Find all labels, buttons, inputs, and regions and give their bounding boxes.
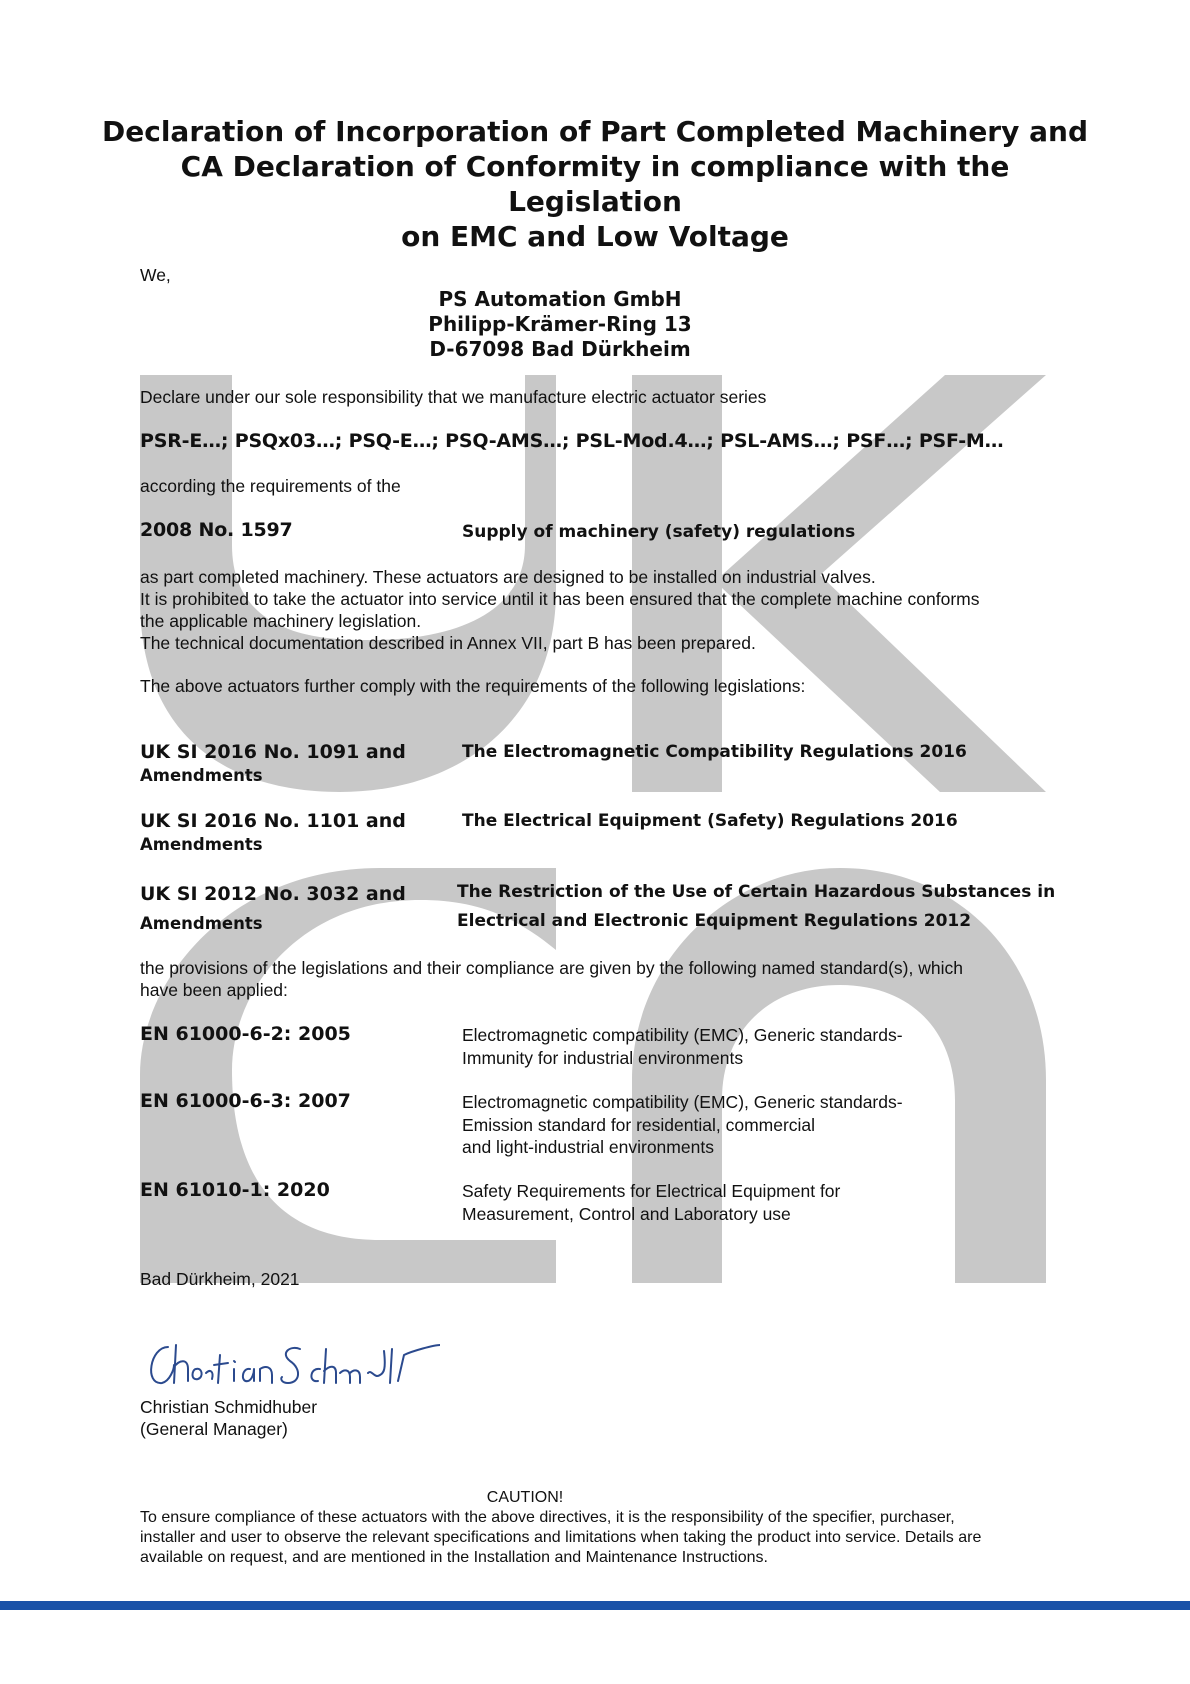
paragraph-line: have been applied: xyxy=(140,980,288,1000)
declare-line: Declare under our sole responsibility that we manufacture electric actuator series xyxy=(140,387,767,407)
standard-description-line: Safety Requirements for Electrical Equipment for xyxy=(462,1181,841,1201)
standard-description xyxy=(462,1091,903,1159)
title-line-2: CA Declaration of Conformity in compliance with the Legislation xyxy=(180,150,1010,218)
company-street: Philipp-Krämer-Ring 13 xyxy=(428,312,692,336)
signature-text: Christian Schmidhuber xyxy=(140,1325,151,1326)
regulation-title: Supply of machinery (safety) regulations xyxy=(462,522,856,542)
legislation-title xyxy=(457,878,1055,936)
legislation-ref-line: Amendments xyxy=(140,835,263,854)
standard-description-line: Emission standard for residential, commercial xyxy=(462,1114,816,1135)
legislation-ref xyxy=(140,810,406,856)
standard-ref: EN 61000-6-3: 2007 xyxy=(140,1090,351,1112)
bottom-bar xyxy=(0,1601,1190,1610)
company-address xyxy=(340,287,780,362)
company-city: D-67098 Bad Dürkheim xyxy=(429,337,691,361)
title-line-3: on EMC and Low Voltage xyxy=(401,220,789,253)
signatory-role: (General Manager) xyxy=(140,1419,288,1439)
legislation-ref-line: UK SI 2016 No. 1091 and xyxy=(140,741,406,763)
further-comply-line: The above actuators further comply with the requirements of the following legislations: xyxy=(140,676,806,696)
signatory xyxy=(140,1396,317,1440)
legislation-title: The Electromagnetic Compatibility Regulations 2016 xyxy=(462,742,967,762)
legislation-title-line: Electrical and Electronic Equipment Regulations 2012 xyxy=(457,911,972,931)
legislation-title-line: The Restriction of the Use of Certain Hazardous Substances in xyxy=(457,882,1056,902)
standard-description-line: Immunity for industrial environments xyxy=(462,1047,744,1068)
standard-description-line: Measurement, Control and Laboratory use xyxy=(462,1203,791,1224)
caution-line: available on request, and are mentioned in the Installation and Maintenance Instructions. xyxy=(140,1549,768,1566)
signature-image xyxy=(140,1325,440,1395)
actuator-series: PSR-E…; PSQx03…; PSQ-E…; PSQ-AMS…; PSL-Mod.4…; PSL-AMS…; PSF…; PSF-M… xyxy=(140,430,1004,452)
paragraph-line: as part completed machinery. These actuators are designed to be installed on industrial valves. xyxy=(140,567,876,587)
paragraph-line: the provisions of the legislations and their compliance are given by the following named standard(s), which xyxy=(140,958,963,978)
paragraph-line: It is prohibited to take the actuator into service until it has been ensured that the complete machine conforms xyxy=(140,589,980,609)
standard-description-line: and light-industrial environments xyxy=(462,1137,714,1157)
standard-description-line: Electromagnetic compatibility (EMC), Generic standards- xyxy=(462,1092,903,1112)
caution-block xyxy=(140,1488,1050,1568)
part-completed-paragraph xyxy=(140,566,1080,654)
caution-line: To ensure compliance of these actuators with the above directives, it is the responsibility of the specifier, purchaser, xyxy=(140,1509,955,1526)
paragraph-line: the applicable machinery legislation. xyxy=(140,611,422,631)
provisions-paragraph xyxy=(140,957,1080,1001)
paragraph-line: The technical documentation described in Annex VII, part B has been prepared. xyxy=(140,633,756,653)
standard-ref: EN 61000-6-2: 2005 xyxy=(140,1023,351,1045)
standard-description-line: Electromagnetic compatibility (EMC), Generic standards- xyxy=(462,1025,903,1045)
legislation-ref-line: Amendments xyxy=(140,914,263,933)
company-name: PS Automation GmbH xyxy=(438,287,682,311)
legislation-ref xyxy=(140,741,406,787)
document-title xyxy=(100,114,1090,254)
according-line: according the requirements of the xyxy=(140,476,401,496)
caution-line: installer and user to observe the relevant specifications and limitations when taking the product into service. Details are xyxy=(140,1529,982,1546)
caution-heading: CAUTION! xyxy=(486,1489,564,1506)
legislation-ref-line: Amendments xyxy=(140,766,263,785)
legislation-title: The Electrical Equipment (Safety) Regulations 2016 xyxy=(462,811,958,831)
legislation-ref-line: UK SI 2012 No. 3032 and xyxy=(140,883,406,905)
place-date: Bad Dürkheim, 2021 xyxy=(140,1269,300,1289)
legislation-ref-line: UK SI 2016 No. 1101 and xyxy=(140,810,406,832)
signatory-name: Christian Schmidhuber xyxy=(140,1397,318,1417)
we-text: We, xyxy=(140,265,171,285)
standard-description xyxy=(462,1024,903,1069)
legislation-ref xyxy=(140,880,406,938)
regulation-ref: 2008 No. 1597 xyxy=(140,519,293,541)
standard-ref: EN 61010-1: 2020 xyxy=(140,1179,330,1201)
standard-description xyxy=(462,1180,840,1225)
title-line-1: Declaration of Incorporation of Part Completed Machinery and xyxy=(102,115,1088,148)
